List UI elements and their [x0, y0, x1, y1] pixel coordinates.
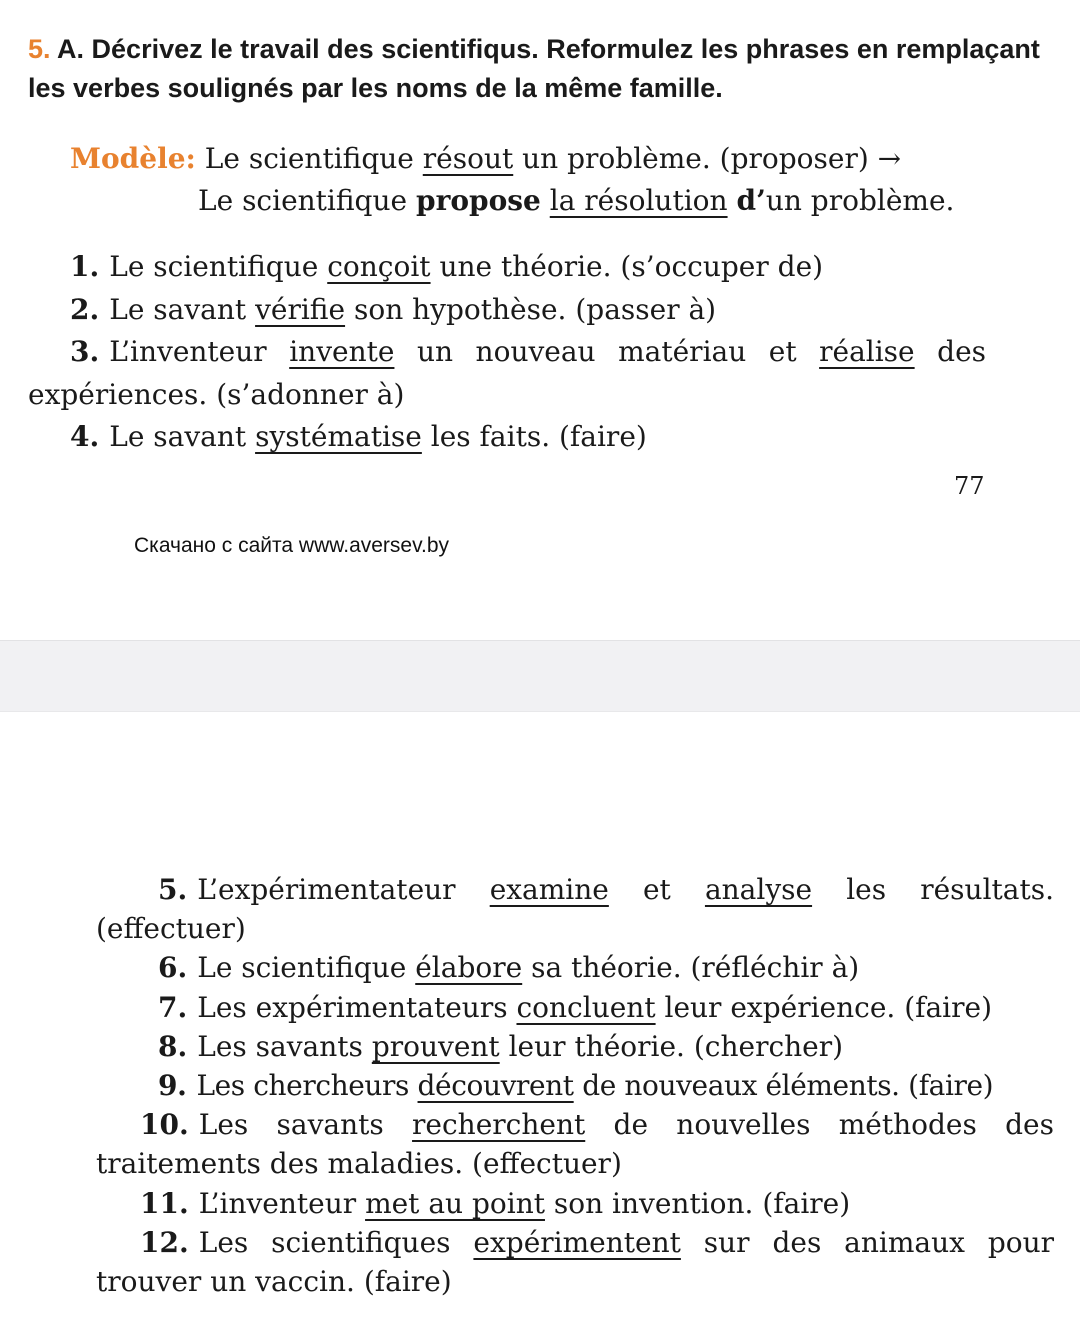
list-item: [28, 416, 986, 459]
task-number: 5.: [28, 34, 51, 64]
exercise-list-1: [28, 246, 986, 459]
page-bottom: [0, 712, 1080, 1335]
model-line-2: [70, 180, 954, 222]
model-verb: résout: [422, 142, 514, 175]
list-item: [28, 331, 986, 416]
item-verb: recherchent: [412, 1108, 586, 1142]
list-item: [96, 1184, 1054, 1223]
model-bold-verb: propose: [416, 184, 541, 217]
item-text: leur théorie. (chercher): [508, 1029, 844, 1063]
item-verb: expérimentent: [473, 1225, 681, 1259]
item-text: Les scientifiques: [198, 1225, 451, 1259]
item-number: 2.: [70, 292, 100, 326]
item-text: Les expérimentateurs: [197, 990, 508, 1024]
item-text: Les savants: [197, 1029, 363, 1063]
item-text: L’expérimentateur: [197, 873, 456, 906]
item-number: 12.: [140, 1225, 189, 1259]
item-number: 6.: [158, 951, 188, 985]
item-verb: met au point: [365, 1186, 545, 1220]
model-example: [70, 138, 954, 222]
list-item: [96, 988, 1054, 1027]
page-separator: [0, 640, 1080, 712]
page-number: 77: [954, 472, 985, 500]
item-text: des expériences. (s’adonner à): [28, 335, 987, 411]
item-verb: prouvent: [371, 1029, 500, 1063]
item-text: les résultats. (effectuer): [96, 873, 1054, 946]
item-text: Les savants: [198, 1108, 384, 1142]
list-item: [96, 1105, 1054, 1183]
item-text: Le savant: [109, 292, 247, 326]
item-text: et: [642, 873, 671, 906]
model-bold-d: d’: [736, 184, 766, 217]
item-text: Les chercheurs: [196, 1069, 410, 1103]
list-item: [96, 1223, 1054, 1301]
item-text: de nouvelles méthodes des traitements des maladies. (effectuer): [96, 1108, 1054, 1181]
model-line-1: [70, 138, 954, 180]
list-item: [28, 289, 986, 332]
item-verb: élabore: [415, 951, 523, 985]
item-text: un nouveau matériau et: [416, 335, 797, 368]
task-heading: [28, 30, 1058, 108]
item-text: son hypothèse. (passer à): [353, 292, 717, 326]
item-text: Le scientifique: [197, 951, 407, 985]
item-number: 11.: [140, 1186, 189, 1220]
item-verb: invente: [289, 335, 395, 368]
list-item: [28, 246, 986, 289]
task-text: A. Décrivez le travail des scientifiqus. Reformulez les phrases en remplaçant les verbes soulignés par les noms de la même famille.: [28, 34, 1040, 103]
item-verb: conçoit: [327, 250, 431, 283]
item-verb: concluent: [516, 990, 656, 1024]
item-number: 4.: [70, 420, 100, 453]
item-verb: examine: [489, 873, 609, 906]
item-number: 10.: [140, 1108, 189, 1142]
item-text: L’inventeur: [109, 335, 267, 368]
item-text: leur expérience. (faire): [664, 990, 993, 1024]
model-text: Le scientifique: [198, 184, 408, 217]
exercise-list-2: [96, 870, 1054, 1301]
model-text: Le scientifique: [204, 142, 414, 175]
model-text: un problème.: [765, 184, 955, 217]
item-number: 9.: [158, 1069, 187, 1103]
item-text: une théorie. (s’occuper de): [439, 250, 824, 283]
item-text: Le savant: [109, 420, 247, 453]
item-number: 8.: [158, 1029, 188, 1063]
item-number: 5.: [158, 873, 188, 906]
item-text: de nouveaux éléments. (faire): [582, 1069, 994, 1103]
item-text: son invention. (faire): [553, 1186, 851, 1220]
page-top: [0, 0, 1080, 640]
item-number: 3.: [70, 335, 100, 368]
model-noun: la résolution: [549, 184, 728, 217]
model-text: un problème. (proposer) →: [522, 142, 902, 175]
item-text: sa théorie. (réfléchir à): [531, 951, 860, 985]
source-note: Скачано с сайта www.aversev.by: [134, 534, 450, 557]
item-verb: découvrent: [417, 1069, 574, 1103]
model-label: Modèle:: [70, 142, 196, 175]
list-item: [96, 1066, 1054, 1105]
item-number: 1.: [70, 250, 100, 283]
list-item: [96, 948, 1054, 987]
item-verb: analyse: [704, 873, 813, 906]
item-text: sur des animaux pour trouver un vaccin. (faire): [96, 1225, 1055, 1299]
item-text: L’inventeur: [198, 1186, 357, 1220]
item-text: Le scientifique: [109, 250, 319, 283]
list-item: [96, 870, 1054, 948]
item-text: les faits. (faire): [430, 420, 647, 453]
item-verb: systématise: [255, 420, 422, 453]
list-item: [96, 1027, 1054, 1066]
item-verb: réalise: [819, 335, 915, 368]
item-verb: vérifie: [255, 292, 346, 326]
item-number: 7.: [158, 990, 188, 1024]
